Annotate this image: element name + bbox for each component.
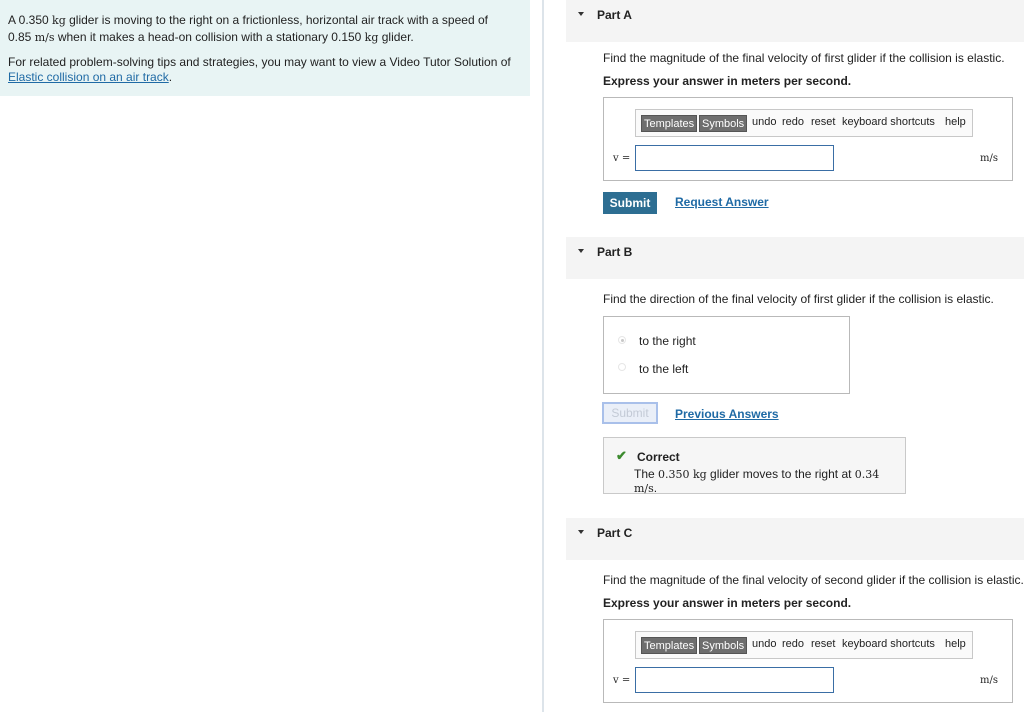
variable-label: v = [613,153,631,164]
problem-text: A 0.350 kg glider is moving to the right on a frictionless, horizontal air track with a speed of 0.85 m/s when it makes a head-on collision with a stationary 0.150 kg glider. [8,13,488,44]
part-b-choices [603,316,850,394]
variable-label: v = [613,675,631,686]
unit-label: m/s [980,153,998,164]
feedback-box [603,437,906,494]
pane-divider[interactable] [542,0,544,712]
part-a-instruction: Express your answer in meters per second. [603,74,852,88]
part-a-answer-box [603,97,1013,181]
part-a-submit-button[interactable]: Submit [603,192,657,214]
math-toolbar [635,631,973,659]
video-tutor-link[interactable]: Elastic collision on an air track [8,70,169,84]
undo-button[interactable]: undo [752,116,777,128]
choice-label-right[interactable]: to the right [639,334,696,348]
part-c-header[interactable] [566,518,1024,560]
part-a-title: Part A [597,8,632,22]
redo-button[interactable]: redo [782,638,805,650]
choice-label-left[interactable]: to the left [639,362,689,376]
part-c-question: Find the magnitude of the final velocity of second glider if the collision is elastic. [603,573,1024,587]
checkmark-icon: ✔ [616,448,627,463]
part-b-question: Find the direction of the final velocity of first glider if the collision is elastic. [603,292,994,306]
previous-answers-link[interactable]: Previous Answers [675,407,779,421]
symbols-button[interactable]: Symbols [699,115,747,132]
redo-button[interactable]: redo [782,116,805,128]
part-a-question: Find the magnitude of the final velocity of first glider if the collision is elastic. [603,51,1005,65]
tips-text: For related problem-solving tips and strategies, you may want to view a Video Tutor Solution of Elastic collision on an air track. [8,55,511,84]
part-c-title: Part C [597,526,633,540]
part-b-header[interactable] [566,237,1024,279]
undo-button[interactable]: undo [752,638,777,650]
reset-button[interactable]: reset [811,638,836,650]
problem-statement [0,0,530,96]
math-toolbar [635,109,973,137]
help-button[interactable]: help [945,638,966,650]
part-a-answer-input[interactable] [635,145,834,171]
part-c-instruction: Express your answer in meters per second. [603,596,852,610]
part-c-answer-input[interactable] [635,667,834,693]
part-b-title: Part B [597,245,633,259]
request-answer-link[interactable]: Request Answer [675,195,769,209]
collapse-arrow-icon [578,530,584,534]
collapse-arrow-icon [578,12,584,16]
collapse-arrow-icon [578,249,584,253]
radio-left[interactable] [618,363,626,371]
symbols-button[interactable]: Symbols [699,637,747,654]
keyboard-shortcuts-button[interactable]: keyboard shortcuts [842,116,935,128]
help-button[interactable]: help [945,116,966,128]
templates-button[interactable]: Templates [641,115,697,132]
unit-label: m/s [980,675,998,686]
radio-right[interactable] [618,336,626,344]
part-a-header[interactable] [566,0,1024,42]
part-b-submit-button[interactable]: Submit [602,402,658,424]
feedback-title: Correct [637,450,680,464]
reset-button[interactable]: reset [811,116,836,128]
keyboard-shortcuts-button[interactable]: keyboard shortcuts [842,638,935,650]
feedback-text: The 0.350 kg glider moves to the right at 0.34 m/s. [634,467,880,495]
templates-button[interactable]: Templates [641,637,697,654]
part-c-answer-box [603,619,1013,703]
